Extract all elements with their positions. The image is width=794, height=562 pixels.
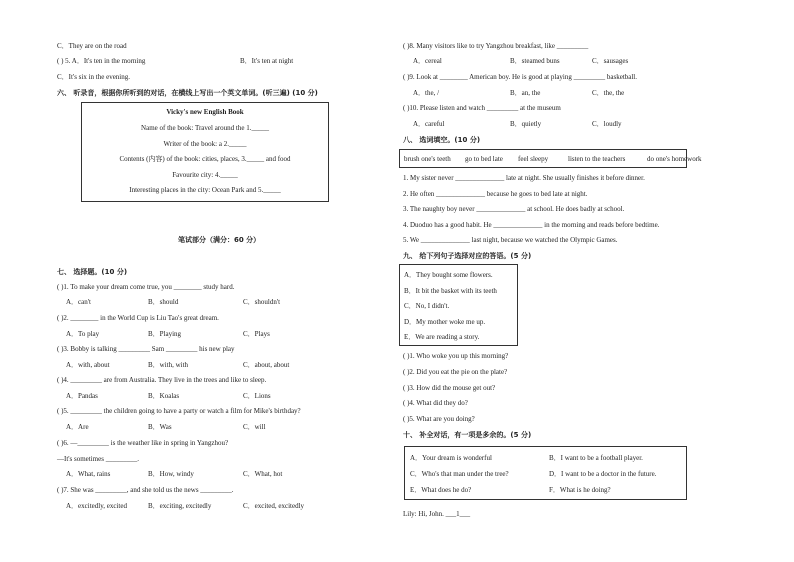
- q9-4: ( )4. What did they do?: [403, 399, 468, 407]
- box-line-3: Contents (内容) of the book: cities, places, 3._____ and food: [119, 155, 291, 163]
- q9-2: ( )2. Did you eat the pie on the plate?: [403, 368, 508, 376]
- q7-10-a: A．careful: [413, 120, 445, 128]
- dialog-option-b: B．I want to be a football player.: [549, 454, 643, 462]
- q7-2-b: B．Playing: [148, 330, 182, 338]
- q7-6: ( )6. —_________ is the weather like in spring in Yangzhou?: [57, 439, 229, 447]
- q7-5: ( )5. _________ the children going to have a party or watch a film for Mike's birthday?: [57, 407, 301, 415]
- q9-1: ( )1. Who woke you up this morning?: [403, 352, 509, 360]
- q5-option-c: C．They are on the road: [57, 42, 127, 50]
- q7-8-b: B．steamed buns: [510, 57, 560, 65]
- written-part-title: 笔试部分（满分：60 分）: [178, 236, 261, 244]
- dialog-option-f: F．What is he doing?: [549, 486, 611, 494]
- q7-2-c: C．Plays: [243, 330, 270, 338]
- q7-6-a: A．What, rains: [66, 470, 111, 478]
- q7-2: ( )2. ________ in the World Cup is Liu Tao's great dream.: [57, 314, 219, 322]
- q7-1-a: A．can't: [66, 298, 91, 306]
- q7-8-a: A．cereal: [413, 57, 442, 65]
- q7-8-c: C．sausages: [592, 57, 629, 65]
- q8-3: 3. The naughty boy never ______________ at school. He does badly at school.: [403, 205, 625, 213]
- q7-7: ( )7. She was _________, and she told us the news _________.: [57, 486, 234, 494]
- q8-5: 5. We ______________ last night, because we watched the Olympic Games.: [403, 236, 618, 244]
- word-bank-2: go to bed late: [465, 155, 503, 163]
- q7-3: ( )3. Bobby is talking _________ Sam _________ his new play: [57, 345, 235, 353]
- dialog-option-c: C．Who's that man under the tree?: [410, 470, 509, 478]
- answer-c: C．No, I didn't.: [404, 302, 450, 310]
- dialog-option-a: A．Your dream is wonderful: [410, 454, 492, 462]
- q7-6-c: C．What, hot: [243, 470, 283, 478]
- section-7-title: 七、 选择题。(10 分): [57, 268, 128, 276]
- word-bank-1: brush one's teeth: [404, 155, 451, 163]
- box-line-5: Interesting places in the city: Ocean Park and 5._____: [129, 186, 281, 194]
- q8-1: 1. My sister never ______________ late at night. She usually finishes it before dinner.: [403, 174, 645, 182]
- section-10-title: 十、 补全对话，有一项是多余的。(5 分): [403, 431, 532, 439]
- q7-2-a: A．To play: [66, 330, 100, 338]
- answer-a: A．They bought some flowers.: [404, 271, 493, 279]
- q5-option-c2: C．It's six in the evening.: [57, 73, 131, 81]
- answer-e: E．We are reading a story.: [404, 333, 480, 341]
- box-line-1: Name of the book: Travel around the 1._____: [141, 124, 269, 132]
- q7-1-c: C．shouldn't: [243, 298, 281, 306]
- section-6-title: 六、 听录音，根据你所听到的对话，在横线上写出一个英文单词。(听三遍) (10 分): [57, 89, 318, 97]
- box-line-2: Writer of the book: a 2._____: [163, 140, 247, 148]
- q7-4: ( )4. _________ are from Australia. They live in the trees and like to sleep.: [57, 376, 267, 384]
- answer-d: D．My mother woke me up.: [404, 318, 486, 326]
- q7-4-a: A．Pandas: [66, 392, 98, 400]
- q7-6-b: B．How, windy: [148, 470, 194, 478]
- q7-10-c: C．loudly: [592, 120, 622, 128]
- word-bank-3: feel sleepy: [518, 155, 549, 163]
- q7-3-c: C．about, about: [243, 361, 290, 369]
- q7-9-a: A．the, /: [413, 89, 440, 97]
- q7-3-a: A．with, about: [66, 361, 110, 369]
- q7-5-b: B．Was: [148, 423, 172, 431]
- dialog-line-1: Lily: Hi, John. ___1___: [403, 510, 471, 518]
- q7-10: ( )10. Please listen and watch _________ at the museum: [403, 104, 561, 112]
- q7-3-b: B．with, with: [148, 361, 189, 369]
- word-bank-4: listen to the teachers: [568, 155, 626, 163]
- q7-6-reply: —It's sometimes _________.: [57, 455, 139, 463]
- dialog-option-e: E．What does he do?: [410, 486, 472, 494]
- q7-1: ( )1. To make your dream come true, you ________ study hard.: [57, 283, 235, 291]
- dialog-option-d: D．I want to be a doctor in the future.: [549, 470, 657, 478]
- q8-4: 4. Duoduo has a good habit. He ______________ in the morning and reads before bedtime.: [403, 221, 660, 229]
- q9-5: ( )5. What are you doing?: [403, 415, 475, 423]
- q7-4-c: C．Lions: [243, 392, 271, 400]
- box-title: Vicky's new English Book: [166, 108, 244, 116]
- q7-8: ( )8. Many visitors like to try Yangzhou breakfast, like _________: [403, 42, 589, 50]
- q7-7-b: B．exciting, excitedly: [148, 502, 212, 510]
- box-line-4: Favourite city: 4._____: [172, 171, 238, 179]
- q7-9-b: B．an, the: [510, 89, 541, 97]
- q5-option-b: B．It's ten at night: [240, 57, 294, 65]
- q7-4-b: B．Koalas: [148, 392, 180, 400]
- q7-7-c: C．excited, excitedly: [243, 502, 305, 510]
- q5-question: ( ) 5. A．It's ten in the morning: [57, 57, 146, 65]
- section-9-title: 九、 给下列句子选择对应的答语。(5 分): [403, 252, 532, 260]
- q7-9: ( )9. Look at ________ American boy. He is good at playing _________ basketball.: [403, 73, 638, 81]
- word-bank-5: do one's homework: [647, 155, 702, 163]
- q7-10-b: B．quietly: [510, 120, 542, 128]
- q7-5-a: A．Are: [66, 423, 89, 431]
- answer-b: B．It bit the basket with its teeth: [404, 287, 497, 295]
- q7-1-b: B．should: [148, 298, 179, 306]
- q8-2: 2. He often ______________ because he goes to bed late at night.: [403, 190, 588, 198]
- section-8-title: 八、 选词填空。(10 分): [403, 136, 481, 144]
- q9-3: ( )3. How did the mouse get out?: [403, 384, 496, 392]
- q7-7-a: A．excitedly, excited: [66, 502, 127, 510]
- q7-5-c: C．will: [243, 423, 266, 431]
- q7-9-c: C．the, the: [592, 89, 625, 97]
